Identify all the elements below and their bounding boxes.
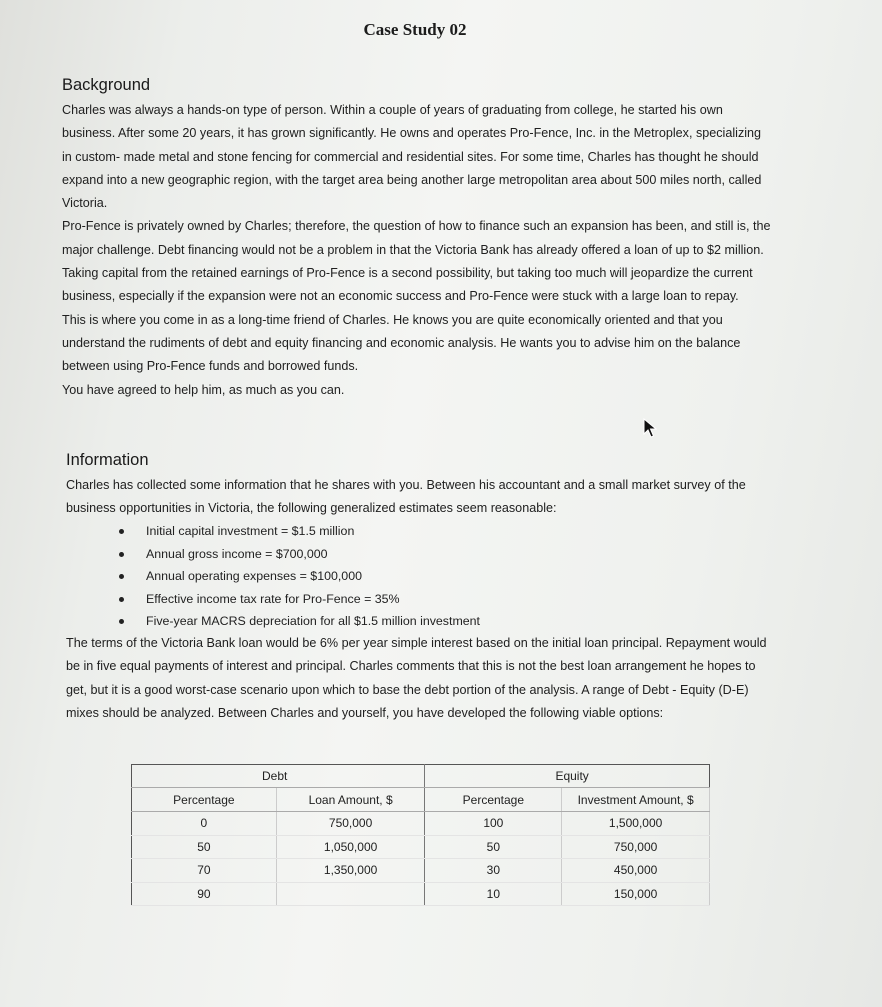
background-paragraph: Charles was always a hands-on type of person. Within a couple of years of graduating from college, he started his own business. After some 20 years, it has grown significantly. He owns and operates Pro-Fence, Inc. in the Metroplex, specializing in custom- made metal and stone fencing for commercial and residential sites. For some time, Charles has thought he should expand into a new geographic region, with the target area being another large metropolitan area about 500 miles north, called Victoria. [62, 103, 762, 211]
mouse-pointer-icon [643, 418, 657, 438]
table-cell: 100 [425, 812, 562, 836]
table-row [132, 859, 710, 883]
table-cell: 10 [425, 882, 562, 906]
loan-terms-paragraph: The terms of the Victoria Bank loan would be 6% per year simple interest based on the initial loan principal. Repayment would be in five equal payments of interest and principal. Charles comments that this is not the best loan arrangement he hopes to get, but it is a good worst-case scenario upon which to base the debt portion of the analysis. A range of Debt - Equity (D-E) mixes should be analyzed. Between Charles and yourself, you have developed the following viable options: [66, 636, 767, 720]
column-header: Loan Amount, $ [276, 788, 425, 812]
table-cell: 150,000 [562, 882, 710, 906]
table-cell: 1,500,000 [562, 812, 710, 836]
information-heading: Information [66, 451, 149, 469]
table-cell: 90 [132, 882, 277, 906]
background-heading: Background [62, 76, 151, 94]
information-intro: Charles has collected some information that he shares with you. Between his accountant and a small market survey of the business opportunities in Victoria, the following generalized estimates seem reasonable: [66, 478, 746, 516]
table-row [132, 835, 710, 859]
table-cell: 750,000 [276, 812, 425, 836]
list-item: Five-year MACRS depreciation for all $1.5 million investment [112, 610, 480, 633]
table-cell: 750,000 [562, 835, 710, 859]
page-title: Case Study 02 [363, 20, 467, 39]
equity-group-header [425, 765, 710, 788]
column-header: Percentage [425, 788, 562, 812]
debt-group-header [132, 765, 425, 788]
column-header: Percentage [132, 788, 277, 812]
background-section [62, 99, 774, 402]
table-cell: 1,350,000 [276, 859, 425, 883]
background-paragraph: Pro-Fence is privately owned by Charles; therefore, the question of how to finance such an expansion has been, and still is, the major challenge. Debt financing would not be a problem in that the Victoria Bank has already offered a loan of up to $2 million. Taking capital from the retained earnings of Pro-Fence is a second possibility, but taking too much will jeopardize the current business, especially if the expansion were not an economic success and Pro-Fence were stuck with a large loan to repay. [62, 219, 771, 304]
table-cell: 450,000 [562, 859, 710, 883]
debt-equity-options-table [131, 764, 710, 906]
table-cell: 50 [132, 835, 277, 859]
list-item: Initial capital investment = $1.5 million [112, 520, 480, 543]
table-cell: 50 [425, 835, 562, 859]
table-cell: 0 [132, 812, 277, 836]
list-item: Annual operating expenses = $100,000 [112, 565, 480, 588]
debt-label: Debt [262, 769, 288, 783]
equity-label: Equity [555, 769, 589, 783]
table-cell: 30 [425, 859, 562, 883]
table-row [132, 882, 710, 906]
table-cell: 70 [132, 859, 277, 883]
background-paragraph: You have agreed to help him, as much as you can. [62, 382, 345, 397]
list-item: Annual gross income = $700,000 [112, 543, 480, 566]
estimates-list [112, 520, 480, 633]
table-cell [276, 882, 425, 906]
list-item: Effective income tax rate for Pro-Fence = 35% [112, 588, 480, 611]
table-cell: 1,050,000 [276, 835, 425, 859]
background-paragraph: This is where you come in as a long-time friend of Charles. He knows you are quite economically oriented and that you understand the rudiments of debt and equity financing and economic analysis. He wants you to advise him on the balance between using Pro-Fence funds and borrowed funds. [62, 312, 741, 374]
table-row [132, 812, 710, 836]
column-header: Investment Amount, $ [562, 788, 710, 812]
